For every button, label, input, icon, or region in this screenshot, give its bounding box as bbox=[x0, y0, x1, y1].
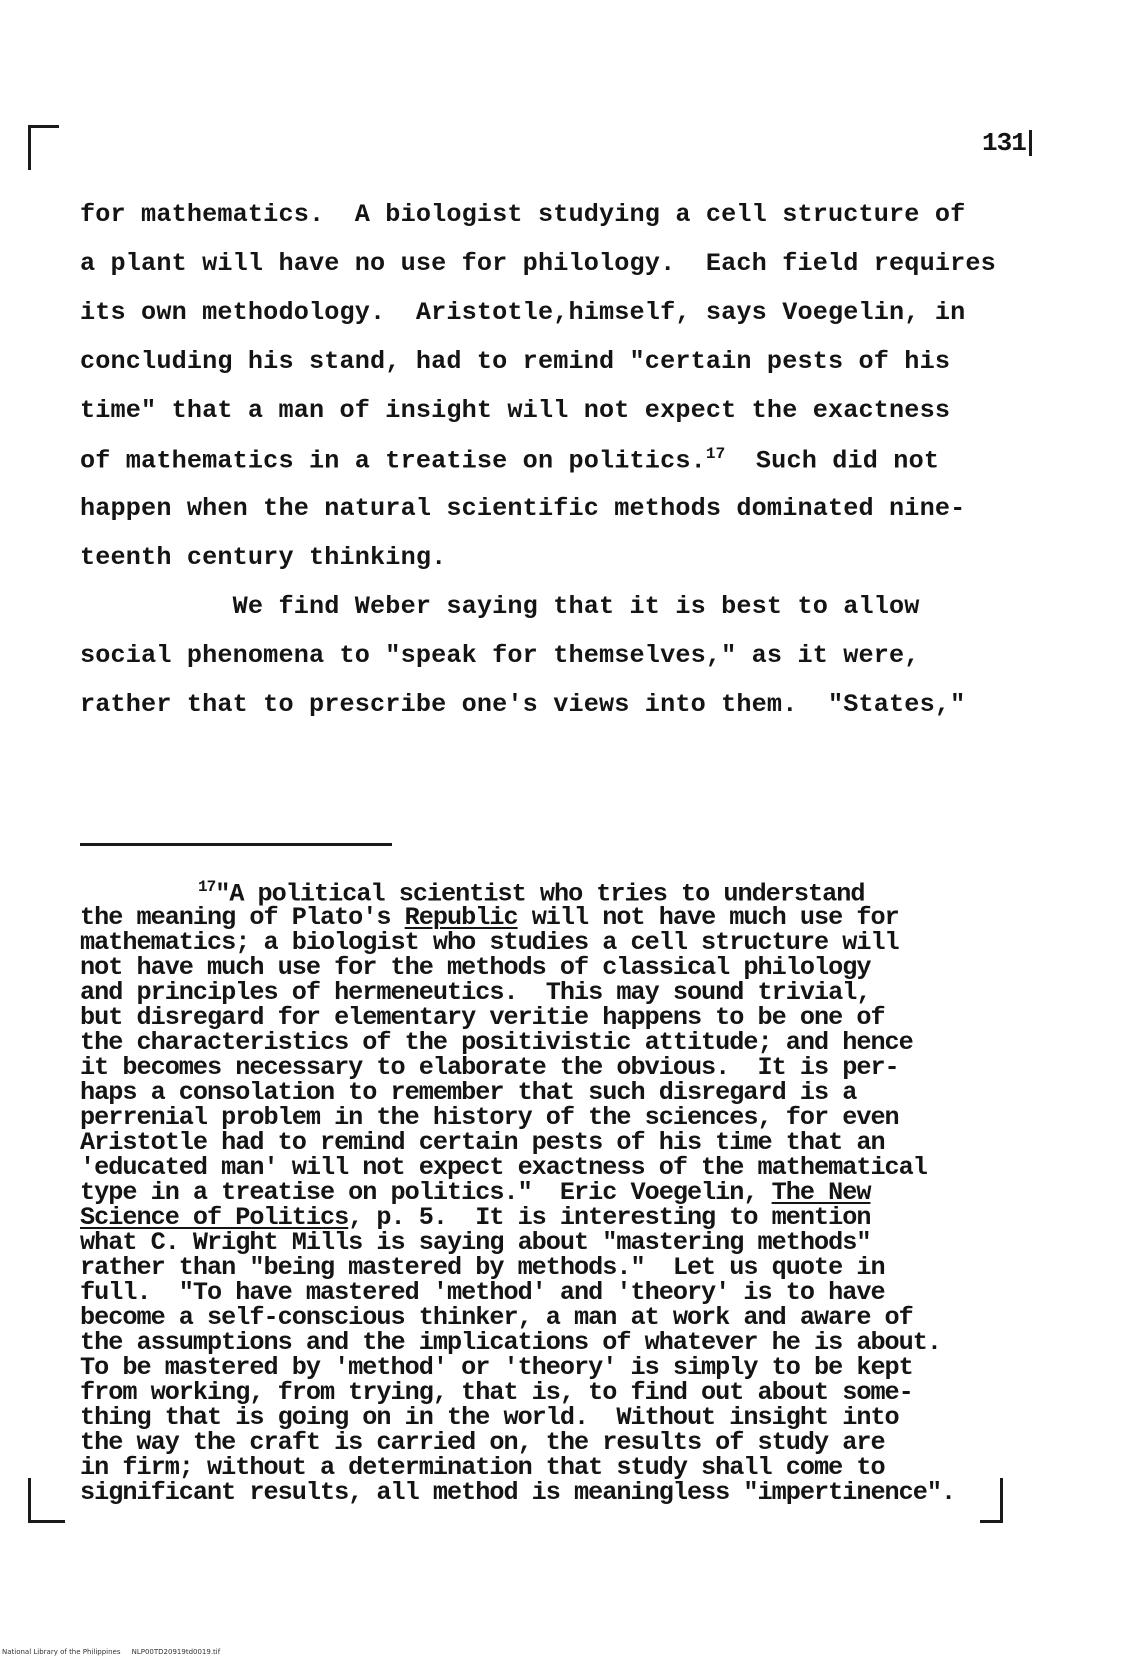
body-line: a plant will have no use for philology. Each field requires bbox=[80, 249, 996, 278]
footnote-line: 'educated man' will not expect exactness of the mathematical bbox=[80, 1153, 927, 1182]
footnote-first-line: $^{17}$"A political scientist who tries to understand bbox=[198, 878, 865, 909]
body-line: happen when the natural scientific methods dominated nine- bbox=[80, 494, 966, 523]
footnote-reference: 17 bbox=[705, 445, 726, 463]
footnote-line: Aristotle had to remind certain pests of his time that an bbox=[80, 1128, 885, 1157]
crop-mark-bottom-left bbox=[28, 1478, 65, 1523]
body-line: for mathematics. A biologist studying a cell structure of bbox=[80, 200, 966, 229]
body-line: of mathematics in a treatise on politics. bbox=[80, 446, 706, 476]
footnote-line: type in a treatise on politics." Eric Voegelin, The New bbox=[80, 1178, 871, 1207]
crop-mark-bottom-right bbox=[980, 1478, 1003, 1523]
footnote-line: become a self-conscious thinker, a man at work and aware of bbox=[80, 1303, 913, 1332]
footnote-line: full. "To have mastered 'method' and 'theory' is to have bbox=[80, 1278, 885, 1307]
book-title: Science of Politics bbox=[80, 1203, 349, 1232]
footnote-line: the assumptions and the implications of whatever he is about. bbox=[80, 1328, 942, 1357]
body-line-tail: Such did not bbox=[725, 446, 940, 476]
body-line: time" that a man of insight will not expect the exactness bbox=[80, 396, 951, 425]
scan-source-label: National Library of the Philippines NLP00TD20919td0019.tif bbox=[2, 1648, 221, 1656]
page-number: 131 bbox=[982, 128, 1026, 158]
body-line: We find Weber saying that it is best to allow bbox=[80, 592, 920, 621]
footnote-line: it becomes necessary to elaborate the obvious. It is per- bbox=[80, 1053, 899, 1082]
footnote-line: perrenial problem in the history of the sciences, for even bbox=[80, 1103, 899, 1132]
footnote-separator bbox=[80, 843, 392, 846]
body-line: rather that to prescribe one's views into them. "States," bbox=[80, 690, 966, 719]
book-title: The New bbox=[771, 1178, 871, 1207]
footnote-line: the characteristics of the positivistic attitude; and hence bbox=[80, 1028, 913, 1057]
footnote-line: To be mastered by 'method' or 'theory' is simply to be kept bbox=[80, 1353, 913, 1382]
footnote-line: mathematics; a biologist who studies a cell structure will bbox=[80, 928, 899, 957]
footnote-line: the way the craft is carried on, the results of study are bbox=[80, 1428, 885, 1457]
footnote-line: the meaning of Plato's Republic will not have much use for bbox=[80, 903, 899, 932]
book-title: Republic bbox=[404, 903, 518, 932]
footnote-line: and principles of hermeneutics. This may sound trivial, bbox=[80, 978, 871, 1007]
body-line: its own methodology. Aristotle,himself, says Voegelin, in bbox=[80, 298, 966, 327]
body-line-with-footnote-ref bbox=[80, 445, 939, 475]
footnote-line: significant results, all method is meaningless "impertinence". bbox=[80, 1478, 956, 1507]
body-line: concluding his stand, had to remind "certain pests of his bbox=[80, 347, 951, 376]
body-line: teenth century thinking. bbox=[80, 543, 447, 572]
footnote-line: not have much use for the methods of classical philology bbox=[80, 953, 871, 982]
crop-mark-top-left bbox=[28, 125, 59, 170]
footnote-line: from working, from trying, that is, to find out about some- bbox=[80, 1378, 913, 1407]
footnote-line: but disregard for elementary veritie happens to be one of bbox=[80, 1003, 885, 1032]
footnote-line: thing that is going on in the world. Without insight into bbox=[80, 1403, 899, 1432]
body-line: social phenomena to "speak for themselves," as it were, bbox=[80, 641, 920, 670]
footnote-marker: 17 bbox=[198, 878, 216, 896]
footnote-line: rather than "being mastered by methods." Let us quote in bbox=[80, 1253, 885, 1282]
footnote-line: haps a consolation to remember that such disregard is a bbox=[80, 1078, 857, 1107]
footnote-line: in firm; without a determination that study shall come to bbox=[80, 1453, 885, 1482]
footnote-line: what C. Wright Mills is saying about "mastering methods" bbox=[80, 1228, 871, 1257]
footnote-line: Science of Politics, p. 5. It is interesting to mention bbox=[80, 1203, 871, 1232]
